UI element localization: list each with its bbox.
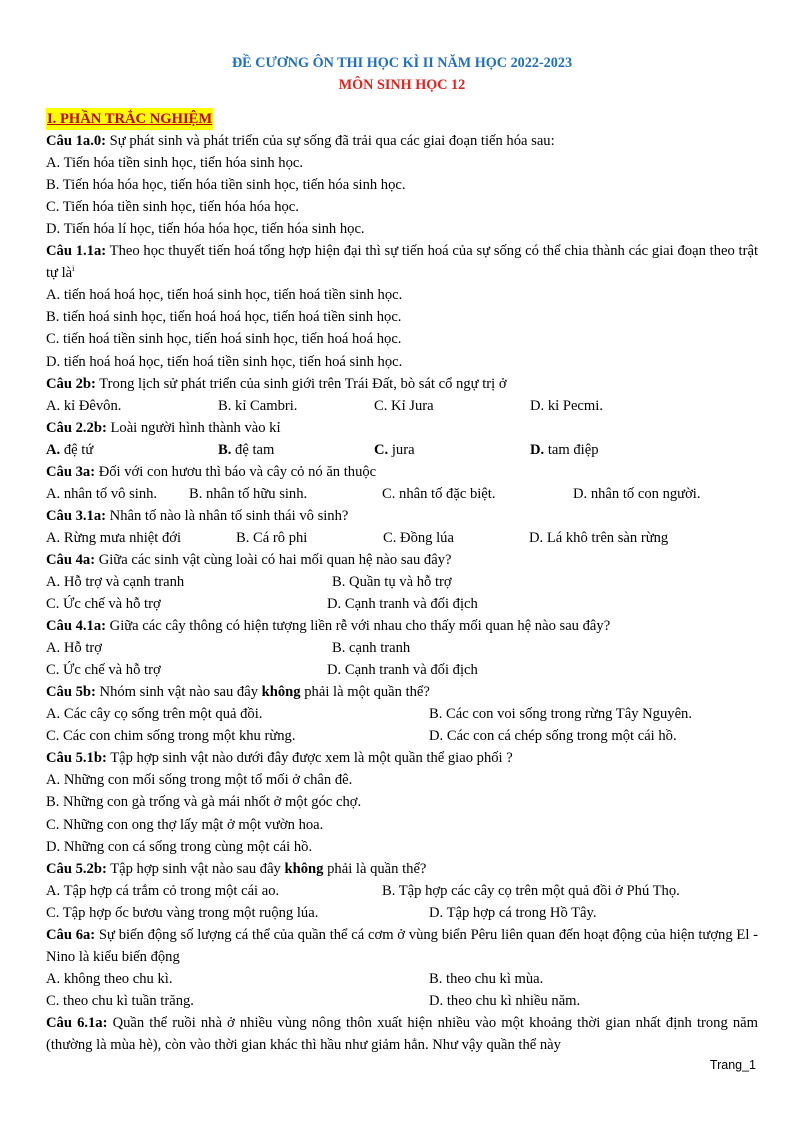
option-d: D. Các con cá chép sống trong một cái hồ. — [429, 728, 677, 745]
option-c: C. Tập hợp ốc bươu vàng trong một ruộng lúa. — [46, 904, 319, 921]
option-c: C. tiến hoá tiền sinh học, tiến hoá sinh học, tiến hoá hoá học. — [46, 331, 402, 348]
question-5-2b: Câu 5.2b: Tập hợp sinh vật nào sau đây không phải là quần thể? — [46, 860, 427, 877]
option-b: B. cạnh tranh — [332, 640, 411, 657]
document-page — [46, 52, 758, 1056]
option-a: A. Tập hợp cá trắm cỏ trong một cái ao. — [46, 882, 280, 899]
question-4a: Câu 4a: Giữa các sinh vật cùng loài có hai mối quan hệ nào sau đây? — [46, 551, 452, 568]
option-a: A. tiến hoá hoá học, tiến hoá sinh học, tiến hoá tiền sinh học. — [46, 287, 403, 304]
option-c: C. Ức chế và hỗ trợ — [46, 596, 161, 613]
document-subject: MÔN SINH HỌC 12 — [338, 77, 466, 93]
question-2b: Câu 2b: Trong lịch sử phát triển của sinh giới trên Trái Đất, bò sát cổ ngự trị ở — [46, 375, 507, 392]
option-c: C. Kỉ Jura — [374, 397, 434, 414]
option-a: A. nhân tố vô sinh. — [46, 485, 158, 502]
option-d: D. kỉ Pecmi. — [530, 397, 603, 414]
option-d: D. tiến hoá hoá học, tiến hoá tiền sinh học, tiến hoá sinh học. — [46, 353, 403, 370]
question-5b: Câu 5b: Nhóm sinh vật nào sau đây không phải là một quần thể? — [46, 684, 430, 701]
option-b: B. Tập hợp các cây cọ trên một quả đồi ở Phú Thọ. — [382, 882, 680, 899]
option-a: A. Những con mối sống trong một tổ mối ở chân đê. — [46, 772, 353, 789]
option-c: C. Các con chim sống trong một khu rừng. — [46, 728, 296, 745]
question-3a: Câu 3a: Đối với con hươu thì báo và cây cỏ nó ăn thuộc — [46, 463, 377, 480]
options-row — [46, 593, 758, 615]
option-a: A. đệ tứ — [46, 441, 94, 458]
option-b: B. nhân tố hữu sinh. — [189, 485, 308, 502]
options-row — [46, 527, 758, 549]
document-title: ĐỀ CƯƠNG ÔN THI HỌC KÌ II NĂM HỌC 2022-2023 — [231, 55, 573, 71]
options-row — [46, 703, 758, 725]
option-d: D. Cạnh tranh và đối địch — [327, 596, 478, 613]
option-c: C. jura — [374, 441, 415, 458]
options-row — [46, 571, 758, 593]
question-5-1b: Câu 5.1b: Tập hợp sinh vật nào dưới đây được xem là một quần thể giao phối ? — [46, 750, 513, 767]
question-6a: Câu 6a: Sự biến động số lượng cá thể của quần thể cá cơm ở vùng biển Pêru liên quan đến hoạt động của hiện tượng El - Nino là kiểu biến động — [46, 926, 758, 965]
option-c: C. nhân tố đặc biệt. — [382, 485, 496, 502]
option-d: D. Tiến hóa lí học, tiến hóa hóa học, tiến hóa sinh học. — [46, 221, 365, 238]
option-c: C. Tiến hóa tiền sinh học, tiến hóa hóa học. — [46, 199, 299, 216]
options-row — [46, 637, 758, 659]
question-1a0: Câu 1a.0: Sự phát sinh và phát triển của sự sống đã trải qua các giai đoạn tiến hóa sau: — [46, 133, 555, 150]
question-3-1a: Câu 3.1a: Nhân tố nào là nhân tố sinh thái vô sinh? — [46, 507, 349, 524]
options-row — [46, 968, 758, 990]
option-b: B. kỉ Cambri. — [218, 397, 298, 414]
option-b: B. Những con gà trống và gà mái nhốt ở một góc chợ. — [46, 794, 362, 811]
option-a: A. Các cây cọ sống trên một quả đồi. — [46, 706, 263, 723]
option-a: A. kỉ Đêvôn. — [46, 397, 122, 414]
options-row — [46, 483, 758, 505]
option-d: D. theo chu kì nhiều năm. — [429, 992, 581, 1009]
option-c: C. Những con ong thợ lấy mật ở một vườn hoa. — [46, 816, 324, 833]
option-b: B. Các con voi sống trong rừng Tây Nguyên. — [429, 706, 692, 723]
option-c: C. theo chu kì tuần trăng. — [46, 992, 194, 1009]
option-a: A. Hỗ trợ và cạnh tranh — [46, 573, 185, 590]
option-b: B. Cá rô phi — [236, 529, 308, 546]
option-d: D. Lá khô trên sàn rừng — [529, 529, 669, 546]
options-row — [46, 659, 758, 681]
option-a: A. không theo chu kì. — [46, 970, 173, 987]
option-b: B. đệ tam — [218, 441, 275, 458]
option-d: D. Những con cá sống trong cùng một cái hồ. — [46, 838, 313, 855]
option-d: D. nhân tố con người. — [573, 485, 701, 502]
options-row — [46, 880, 758, 902]
option-b: B. Tiến hóa hóa học, tiến hóa tiền sinh học, tiến hóa sinh học. — [46, 177, 406, 194]
options-row — [46, 902, 758, 924]
options-row — [46, 439, 758, 461]
options-row — [46, 725, 758, 747]
question-4-1a: Câu 4.1a: Giữa các cây thông có hiện tượng liền rễ với nhau cho thấy mối quan hệ nào sau đây? — [46, 618, 611, 635]
options-row — [46, 395, 758, 417]
option-d: D. tam điệp — [530, 441, 599, 458]
option-b: B. Quần tụ và hỗ trợ — [332, 573, 452, 590]
options-row — [46, 990, 758, 1012]
question-1-1a: Câu 1.1a: Theo học thuyết tiến hoá tổng hợp hiện đại thì sự tiến hoá của sự sống có thể chia thành các giai đoạn theo trật tự $là^i$ — [46, 243, 758, 282]
question-2-2b: Câu 2.2b: Loài người hình thành vào kỉ — [46, 419, 281, 436]
option-c: C. Đồng lúa — [383, 529, 454, 546]
option-d: D. Tập hợp cá trong Hồ Tây. — [429, 904, 597, 921]
option-a: A. Rừng mưa nhiệt đới — [46, 529, 182, 546]
option-a: A. Tiến hóa tiền sinh học, tiến hóa sinh học. — [46, 155, 303, 172]
option-c: C. Ức chế và hỗ trợ — [46, 662, 161, 679]
section-heading: I. PHẦN TRẮC NGHIỆM — [46, 108, 213, 130]
question-6-1a: Câu 6.1a: Quần thể ruồi nhà ở nhiều vùng nông thôn xuất hiện nhiều vào một khoảng thời gian nhất định trong năm (thường là mùa hè), còn vào thời gian khác thì hầu như giảm hẳn. Như vậy quần thể này — [46, 1014, 758, 1053]
option-d: D. Cạnh tranh và đối địch — [327, 662, 478, 679]
page-number: Trang_1 — [709, 1058, 756, 1072]
option-b: B. theo chu kì mùa. — [429, 970, 544, 987]
option-a: A. Hỗ trợ — [46, 640, 102, 657]
option-b: B. tiến hoá sinh học, tiến hoá hoá học, tiến hoá tiền sinh học. — [46, 309, 402, 326]
